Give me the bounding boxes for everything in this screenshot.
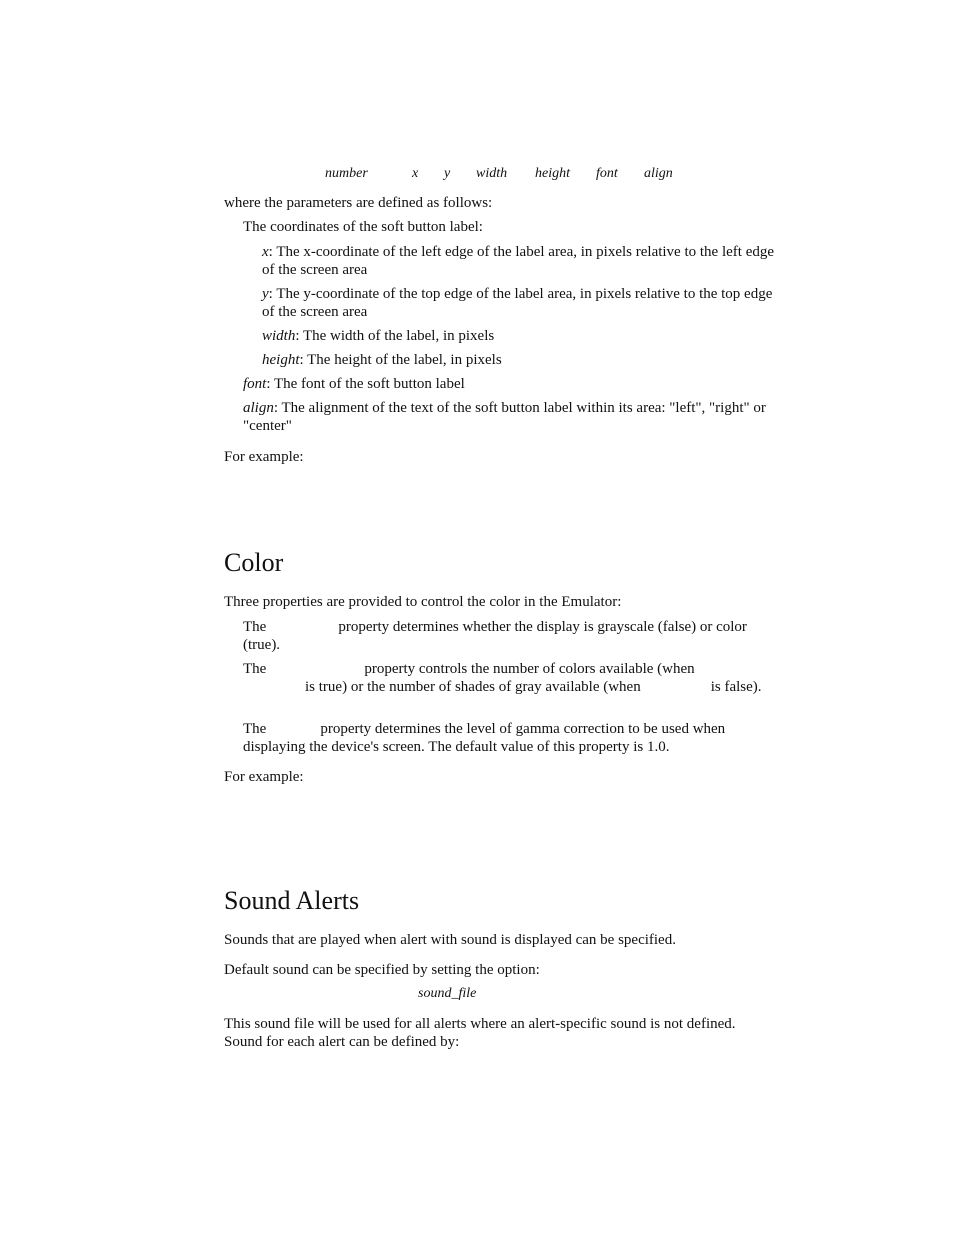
param-width-name: width xyxy=(262,328,296,344)
param-y-name: y xyxy=(262,286,269,302)
param-height-text: : The height of the label, in pixels xyxy=(299,352,502,368)
param-width-definition xyxy=(262,327,782,345)
syntax-param-width: width xyxy=(476,166,508,181)
color-p2-end: is false). xyxy=(710,679,762,695)
color-p2-start: The xyxy=(243,661,267,677)
section-heading-sound-alerts: Sound Alerts xyxy=(224,886,360,915)
param-align-name: align xyxy=(243,400,274,416)
param-y-definition xyxy=(262,285,782,321)
for-example-label-2: For example: xyxy=(224,769,304,785)
syntax-param-align: align xyxy=(644,166,673,181)
color-p1-rest: property determines whether the display is grayscale (false) or color (true). xyxy=(243,619,747,653)
sound-file-description: This sound file will be used for all alerts where an alert-specific sound is not defined. Sound for each alert can be defined by: xyxy=(224,1016,736,1050)
param-font-definition xyxy=(243,375,783,393)
sound-file-param: sound_file xyxy=(418,986,477,1001)
param-x-text: : The x-coordinate of the left edge of the label area, in pixels relative to the left edge of the screen area xyxy=(262,244,775,278)
color-p3-rest: property determines the level of gamma correction to be used when displaying the device's screen. The default value of this property is 1.0. xyxy=(243,721,726,755)
param-y-text: : The y-coordinate of the top edge of the label area, in pixels relative to the top edge of the screen area xyxy=(262,286,773,320)
syntax-param-x: x xyxy=(412,166,419,181)
for-example-label: For example: xyxy=(224,449,304,465)
colors-count-paragraph xyxy=(243,660,783,696)
param-width-text: : The width of the label, in pixels xyxy=(295,328,495,344)
color-p2-mid2: is true) or the number of shades of gray available (when xyxy=(305,679,641,695)
param-height-definition xyxy=(262,351,782,369)
syntax-param-y: y xyxy=(444,166,451,181)
param-font-text: : The font of the soft button label xyxy=(266,376,465,392)
color-p3-start: The xyxy=(243,721,267,737)
color-p1-start: The xyxy=(243,619,267,635)
coordinates-heading: The coordinates of the soft button label: xyxy=(243,219,483,235)
param-font-name: font xyxy=(243,376,267,392)
syntax-param-font: font xyxy=(596,166,618,181)
param-align-text: : The alignment of the text of the soft button label within its area: "left", "right" or "center" xyxy=(243,400,766,434)
section-heading-color: Color xyxy=(224,548,284,577)
param-x-definition xyxy=(262,243,782,279)
sound-intro: Sounds that are played when alert with sound is displayed can be specified. xyxy=(224,932,676,948)
param-align-definition xyxy=(243,399,778,435)
syntax-param-height: height xyxy=(535,166,570,181)
param-height-name: height xyxy=(262,352,300,368)
color-intro: Three properties are provided to control the color in the Emulator: xyxy=(224,594,622,610)
color-p2-mid: property controls the number of colors available (when xyxy=(364,661,695,677)
syntax-param-number: number xyxy=(325,166,368,181)
default-sound-text: Default sound can be specified by setting the option: xyxy=(224,962,540,978)
color-property-paragraph xyxy=(243,618,783,654)
parameters-intro: where the parameters are defined as follows: xyxy=(224,195,493,211)
gamma-paragraph xyxy=(243,720,788,756)
param-x-name: x xyxy=(262,244,269,260)
